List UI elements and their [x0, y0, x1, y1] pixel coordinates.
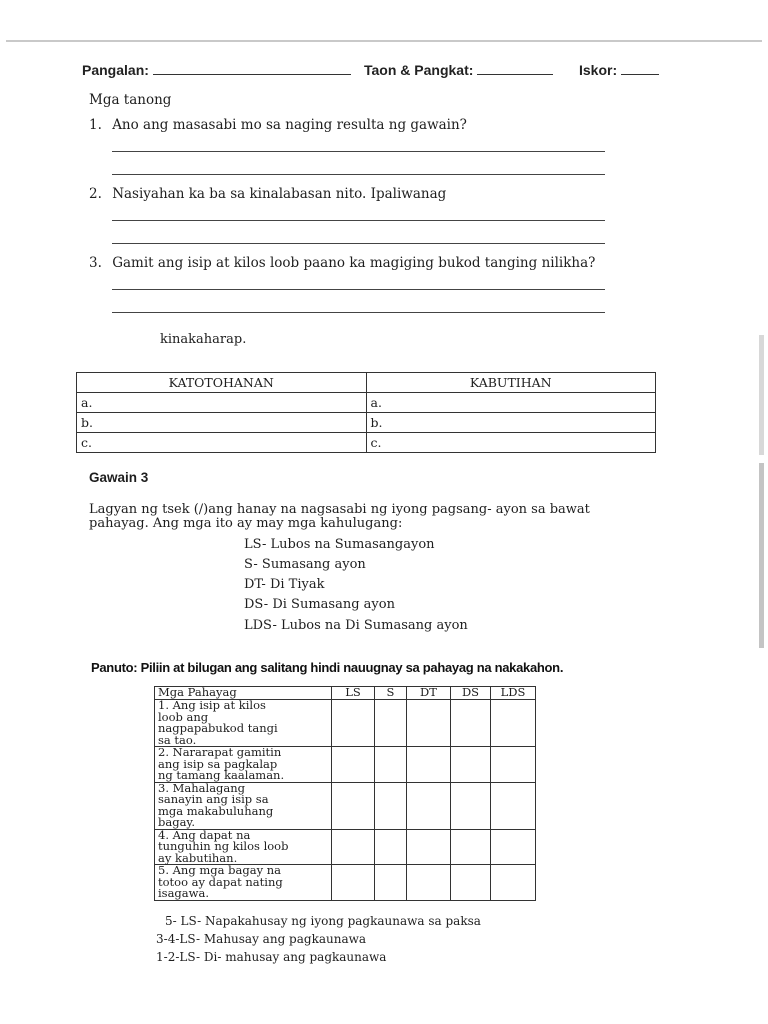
- table-row: [155, 782, 536, 829]
- iskor-row: [579, 62, 659, 78]
- table-row: [155, 747, 536, 783]
- dt-check-cell[interactable]: [407, 865, 451, 901]
- ds-check-cell[interactable]: [451, 865, 491, 901]
- statement-line: ng tamang kaalaman.: [158, 768, 285, 782]
- answer-line[interactable]: [112, 220, 605, 221]
- statement-line: bagay.: [158, 815, 196, 829]
- statement-cell: [155, 829, 332, 865]
- kabutihan-header: KABUTIHAN: [366, 373, 656, 393]
- question-text: Nasiyahan ka ba sa kinalabasan nito. Ipaliwanag: [112, 186, 447, 202]
- scoring-line-1-2: 1-2-LS- Di- mahusay ang pagkaunawa: [156, 950, 387, 964]
- dt-header: DT: [407, 687, 451, 700]
- lds-check-cell[interactable]: [491, 782, 536, 829]
- lds-check-cell[interactable]: [491, 829, 536, 865]
- ds-check-cell[interactable]: [451, 747, 491, 783]
- ls-check-cell[interactable]: [332, 865, 375, 901]
- pangalan-label: Pangalan:: [82, 62, 149, 78]
- statement-line: sa tao.: [158, 732, 197, 747]
- statement-line: totoo ay dapat nating: [158, 874, 283, 889]
- legend-ds: DS- Di Sumasang ayon: [244, 597, 395, 612]
- dt-check-cell[interactable]: [407, 829, 451, 865]
- table-cell[interactable]: c.: [77, 433, 367, 453]
- ls-check-cell[interactable]: [332, 700, 375, 747]
- statement-line: nagpapabukod tangi: [158, 721, 278, 735]
- questions-heading: Mga tanong: [89, 92, 172, 108]
- lds-header: LDS: [491, 687, 536, 700]
- answer-line[interactable]: [112, 174, 605, 175]
- statement-line: 4. Ang dapat na: [158, 827, 251, 842]
- lds-check-cell[interactable]: [491, 700, 536, 747]
- question-number: 2.: [89, 186, 102, 202]
- answer-line[interactable]: [112, 289, 605, 290]
- table-row: [77, 413, 656, 433]
- scoring-line-3-4: 3-4-LS- Mahusay ang pagkaunawa: [156, 932, 367, 946]
- lds-check-cell[interactable]: [491, 865, 536, 901]
- statement-cell: [155, 865, 332, 901]
- statement-line: 2. Nararapat gamitin: [158, 745, 282, 759]
- katotohanan-header: KATOTOHANAN: [77, 373, 367, 393]
- ls-check-cell[interactable]: [332, 829, 375, 865]
- statement-line: loob ang: [158, 709, 209, 724]
- table-row: [77, 433, 656, 453]
- question-2: [89, 186, 446, 202]
- statement-line: sanayin ang isip sa: [158, 792, 269, 806]
- ds-check-cell[interactable]: [451, 782, 491, 829]
- table-cell[interactable]: c.: [366, 433, 656, 453]
- lds-check-cell[interactable]: [491, 747, 536, 783]
- gawain-instruction-line2: pahayag. Ang mga ito ay may mga kahulugang:: [89, 516, 403, 531]
- statement-line: 3. Mahalagang: [158, 780, 246, 795]
- legend-lds: LDS- Lubos na Di Sumasang ayon: [244, 618, 468, 633]
- statement-cell: [155, 700, 332, 747]
- dt-check-cell[interactable]: [407, 700, 451, 747]
- iskor-blank[interactable]: [621, 62, 659, 75]
- table-row: [155, 829, 536, 865]
- page-top-divider: [6, 40, 762, 42]
- table-cell[interactable]: b.: [366, 413, 656, 433]
- dt-check-cell[interactable]: [407, 782, 451, 829]
- table-row: [77, 393, 656, 413]
- question-text: Gamit ang isip at kilos loob paano ka magiging bukod tanging nilikha?: [112, 255, 596, 271]
- question-1: [89, 117, 467, 133]
- panuto-instruction: Panuto: Piliin at bilugan ang salitang hindi nauugnay sa pahayag na nakakahon.: [91, 660, 564, 675]
- question-text: Ano ang masasabi mo sa naging resulta ng gawain?: [112, 117, 467, 133]
- s-check-cell[interactable]: [375, 700, 407, 747]
- scoring-line-5: 5- LS- Napakahusay ng iyong pagkaunawa sa paksa: [165, 914, 481, 928]
- legend-ls: LS- Lubos na Sumasangayon: [244, 537, 435, 552]
- statement-line: 5. Ang mga bagay na: [158, 863, 281, 877]
- s-check-cell[interactable]: [375, 829, 407, 865]
- s-check-cell[interactable]: [375, 747, 407, 783]
- taon-blank[interactable]: [477, 62, 553, 75]
- rating-table: [154, 686, 536, 901]
- answer-line[interactable]: [112, 151, 605, 152]
- taon-label: Taon & Pangkat:: [364, 62, 474, 78]
- statement-cell: [155, 747, 332, 783]
- iskor-label: Iskor:: [579, 62, 618, 78]
- katotohanan-kabutihan-table: [76, 372, 656, 453]
- answer-line[interactable]: [112, 243, 605, 244]
- scrollbar-track[interactable]: [759, 335, 764, 455]
- table-header-row: [77, 373, 656, 393]
- ds-check-cell[interactable]: [451, 700, 491, 747]
- statement-line: 1. Ang isip at kilos: [158, 698, 266, 712]
- gawain-instruction-line1: Lagyan ng tsek (/)ang hanay na nagsasabi ng iyong pagsang- ayon sa bawat: [89, 502, 590, 517]
- dt-check-cell[interactable]: [407, 747, 451, 783]
- table-row: [155, 700, 536, 747]
- ds-header: DS: [451, 687, 491, 700]
- ls-header: LS: [332, 687, 375, 700]
- table-row: [155, 865, 536, 901]
- s-check-cell[interactable]: [375, 865, 407, 901]
- table-cell[interactable]: a.: [77, 393, 367, 413]
- table-cell[interactable]: a.: [366, 393, 656, 413]
- s-check-cell[interactable]: [375, 782, 407, 829]
- pahayag-header: Mga Pahayag: [155, 687, 332, 700]
- legend-dt: DT- Di Tiyak: [244, 577, 325, 592]
- name-row: [82, 62, 351, 78]
- statement-cell: [155, 782, 332, 829]
- question-3: [89, 255, 595, 271]
- legend-s: S- Sumasang ayon: [244, 557, 366, 572]
- question-number: 1.: [89, 117, 102, 133]
- gawain-title: Gawain 3: [89, 470, 149, 485]
- statement-line: ay kabutihan.: [158, 850, 238, 865]
- scrollbar-thumb[interactable]: [759, 463, 764, 648]
- answer-line[interactable]: [112, 312, 605, 313]
- statement-line: ang isip sa pagkalap: [158, 756, 278, 771]
- fragment-text: kinakaharap.: [160, 332, 247, 347]
- ls-check-cell[interactable]: [332, 747, 375, 783]
- table-cell[interactable]: b.: [77, 413, 367, 433]
- taon-row: [364, 62, 553, 78]
- statement-line: mga makabuluhang: [158, 803, 274, 818]
- question-number: 3.: [89, 255, 102, 271]
- statement-line: tunguhin ng kilos loob: [158, 839, 289, 853]
- s-header: S: [375, 687, 407, 700]
- statement-line: isagawa.: [158, 886, 210, 900]
- ls-check-cell[interactable]: [332, 782, 375, 829]
- pangalan-blank[interactable]: [153, 62, 351, 75]
- ds-check-cell[interactable]: [451, 829, 491, 865]
